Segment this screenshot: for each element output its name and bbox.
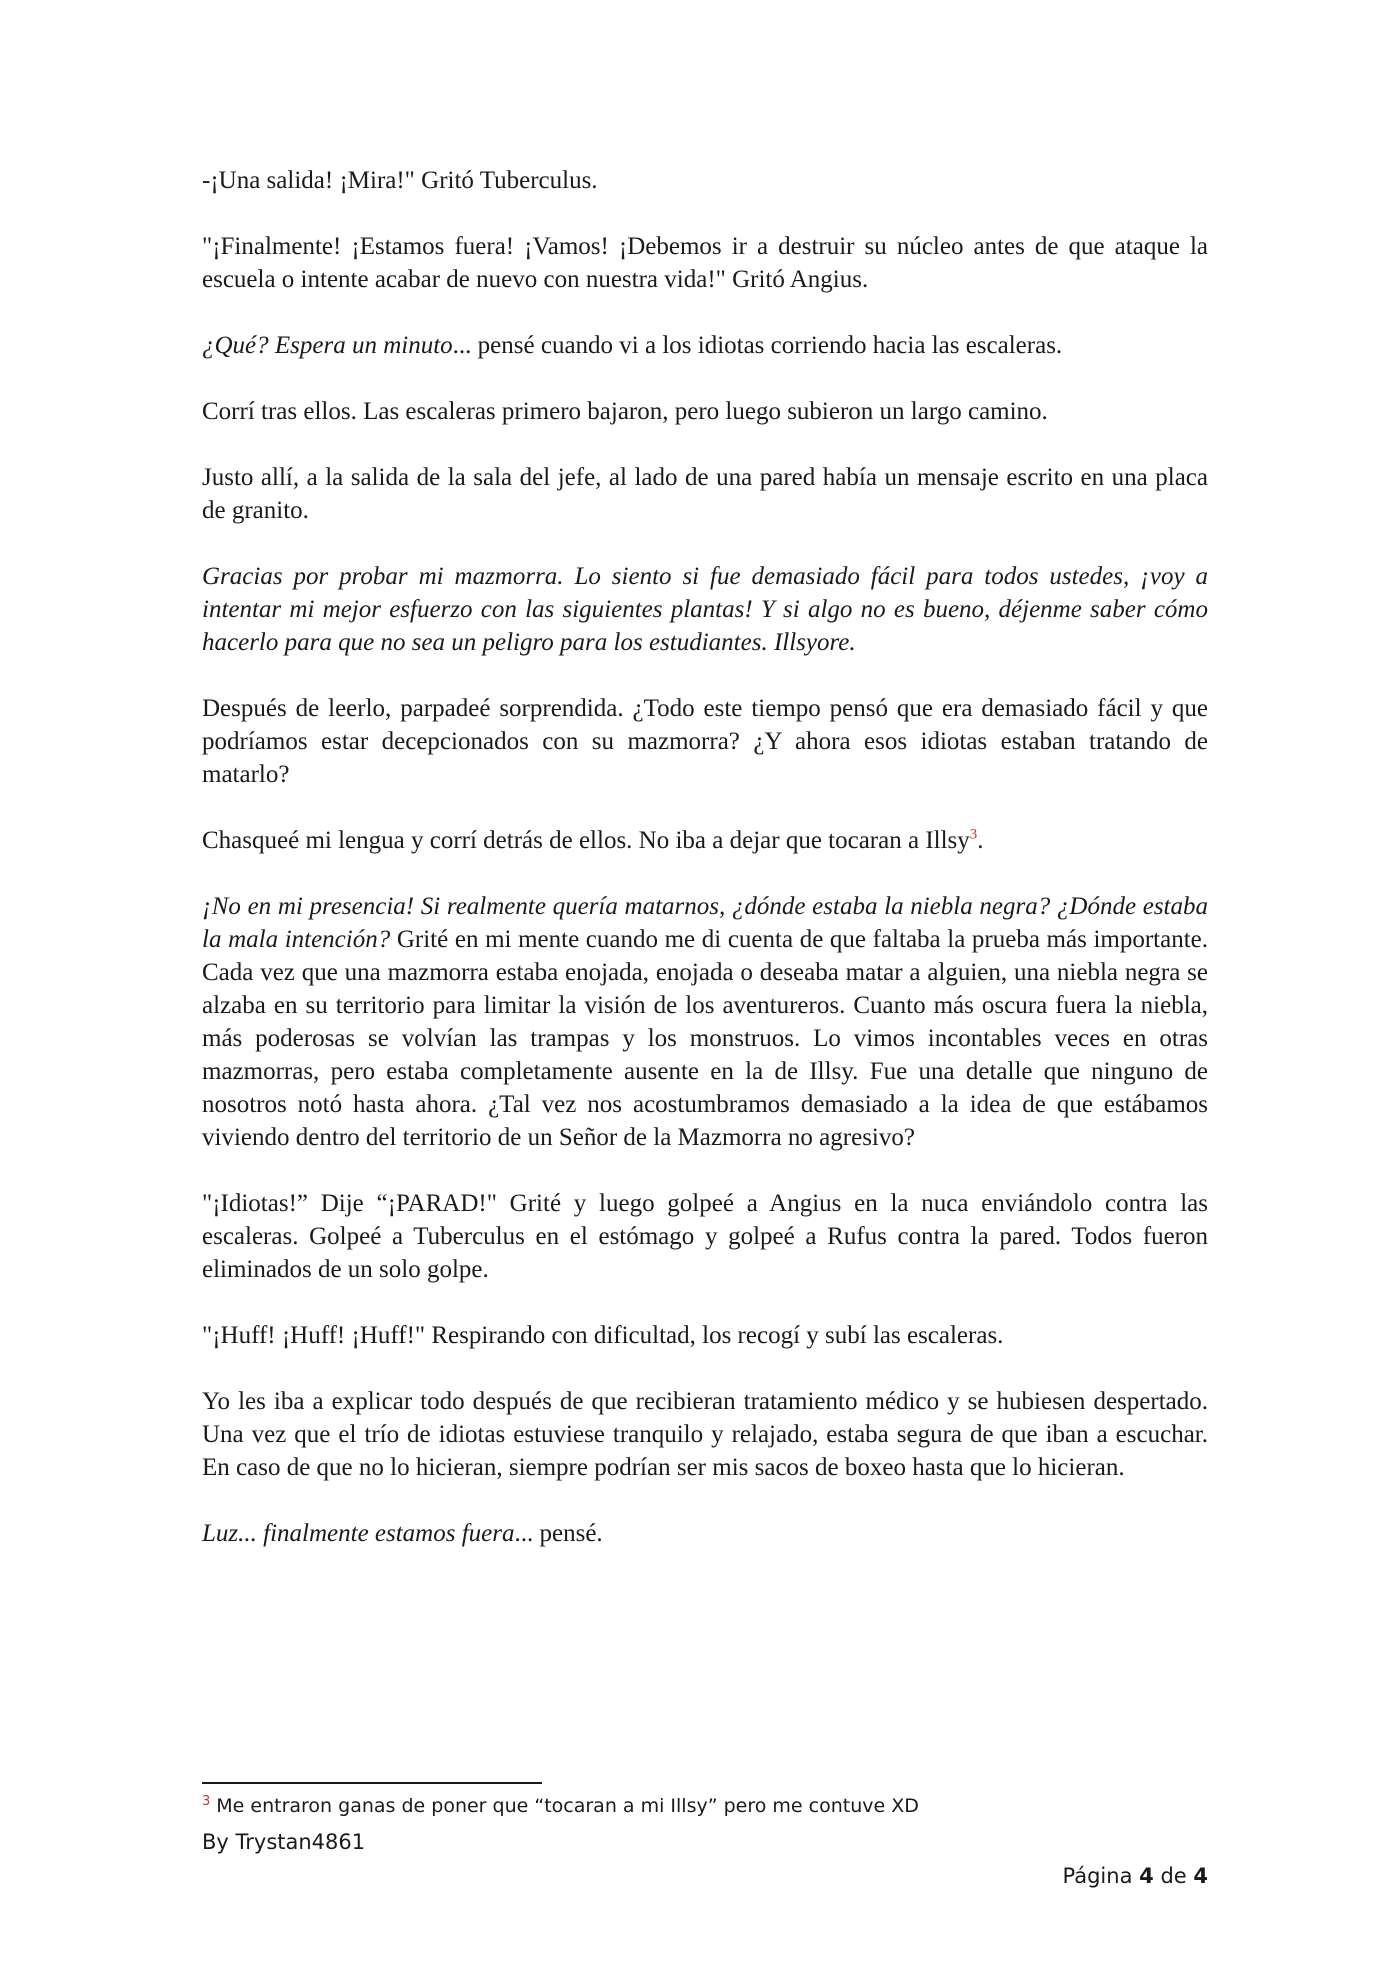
paragraph-13-rest: ... pensé. (514, 1520, 603, 1547)
paragraph-5: Justo allí, a la salida de la sala del jefe, al lado de una pared había un mensaje escrito en una placa de granito. (202, 464, 1208, 524)
footnote (202, 1792, 1208, 1820)
paragraph-13 (202, 1517, 1208, 1550)
paragraph-9 (202, 890, 1208, 1154)
paragraph-9-rest: Grité en mi mente cuando me di cuenta de que faltaba la prueba más importante. Cada vez que una mazmorra estaba enojada, enojada o deseaba matar a alguien, una niebla negra se alzaba en su territorio para limitar la visión de los aventureros. Cuanto más oscura fuera la niebla, más poderosas se volvían las trampas y los monstruos. Lo vimos incontables veces en otras mazmorras, pero estaba completamente ausente en la de Illsy. Fue una detalle que ninguno de nosotros notó hasta ahora. ¿Tal vez nos acostumbramos demasiado a la idea de que estábamos viviendo dentro del territorio de un Señor de la Mazmorra no agresivo? (202, 926, 1209, 1151)
paragraph-12: Yo les iba a explicar todo después de que recibieran tratamiento médico y se hubiesen despertado. Una vez que el trío de idiotas estuviese tranquilo y relajado, estaba segura de que iban a escuchar. En caso de que no lo hicieran, siempre podrían ser mis sacos de boxeo hasta que lo hicieran. (202, 1388, 1208, 1481)
granite-message-text: Gracias por probar mi mazmorra. Lo siento si fue demasiado fácil para todos ustedes, ¡voy a intentar mi mejor esfuerzo con las siguientes plantas! Y si algo no es bueno, déjenme saber cómo hacerlo para que no sea un peligro para los estudiantes. Illsyore. (202, 563, 1208, 656)
page-separator: de (1160, 1864, 1187, 1888)
italic-thought: ¡No en mi presencia! Si realmente quería matarnos, ¿dónde estaba la niebla negra? ¿Dónde estaba la mala intención? (202, 893, 1208, 953)
italic-thought: ¿Qué? Espera un minuto (202, 332, 453, 359)
paragraph-2: "¡Finalmente! ¡Estamos fuera! ¡Vamos! ¡Debemos ir a destruir su núcleo antes de que ataque la escuela o intente acabar de nuevo con nuestra vida!" Gritó Angius. (202, 233, 1208, 293)
paragraph-10: "¡Idiotas!” Dije “¡PARAD!" Grité y luego golpeé a Angius en la nuca enviándolo contra las escaleras. Golpeé a Tuberculus en el estómago y golpeé a Rufus contra la pared. Todos fueron eliminados de un solo golpe. (202, 1190, 1208, 1283)
paragraph-11: "¡Huff! ¡Huff! ¡Huff!" Respirando con dificultad, los recogí y subí las escaleras. (202, 1322, 1004, 1349)
footnote-reference[interactable]: 3 (969, 826, 978, 843)
current-page: 4 (1139, 1864, 1154, 1888)
footnote-divider (202, 1782, 542, 1784)
byline: By Trystan4861 (202, 1830, 366, 1854)
paragraph-6-granite-message (202, 560, 1208, 659)
page-number (1063, 1862, 1209, 1890)
paragraph-3-rest: ... pensé cuando vi a los idiotas corriendo hacia las escaleras. (452, 332, 1063, 359)
paragraph-8 (202, 824, 1208, 857)
document-body (202, 164, 1208, 1583)
footnote-text: Me entraron ganas de poner que “tocaran a mi Illsy” pero me contuve XD (216, 1795, 919, 1817)
paragraph-3 (202, 329, 1208, 362)
paragraph-1: -¡Una salida! ¡Mira!" Gritó Tuberculus. (202, 167, 598, 194)
paragraph-4: Corrí tras ellos. Las escaleras primero bajaron, pero luego subieron un largo camino. (202, 398, 1048, 425)
paragraph-8-text: Chasqueé mi lengua y corrí detrás de ellos. No iba a dejar que tocaran a Illsy (202, 827, 970, 854)
page-label: Página (1062, 1864, 1133, 1888)
italic-thought: Luz... finalmente estamos fuera (202, 1520, 515, 1547)
total-pages: 4 (1193, 1864, 1208, 1888)
paragraph-7: Después de leerlo, parpadeé sorprendida. ¿Todo este tiempo pensó que era demasiado fácil y que podríamos estar decepcionados con su mazmorra? ¿Y ahora esos idiotas estaban tratando de matarlo? (202, 695, 1208, 788)
footnote-number: 3 (202, 1793, 211, 1809)
paragraph-8-end: . (977, 827, 984, 854)
